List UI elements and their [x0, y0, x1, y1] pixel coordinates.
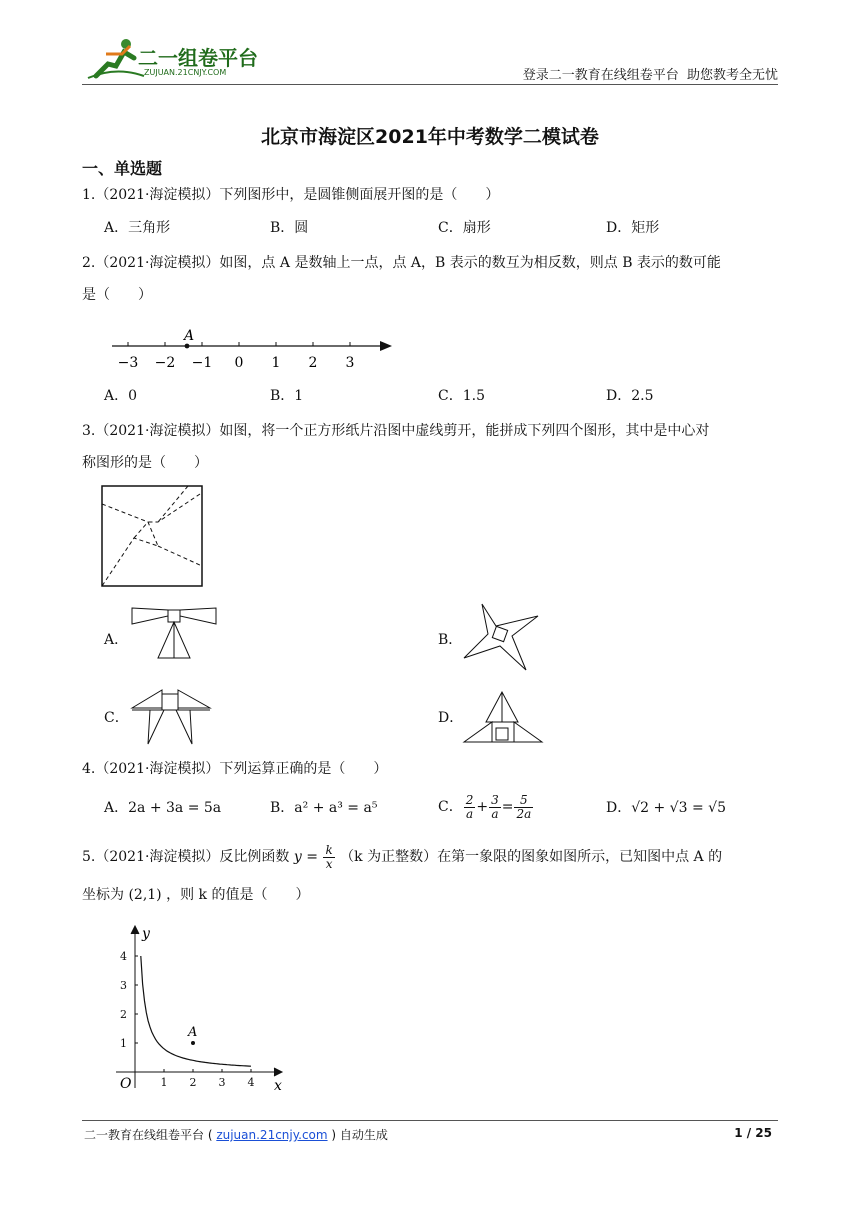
- q1-option-d[interactable]: D．矩形: [606, 220, 660, 236]
- q2-option-a[interactable]: A．0: [104, 388, 138, 404]
- question-1: 1.（2021·海淀模拟）下列图形中，是圆锥侧面展开图的是（ ）: [82, 187, 500, 203]
- q3-option-b[interactable]: B．: [438, 632, 463, 648]
- point-a-label: A: [188, 1025, 198, 1040]
- arrow-right-icon: [380, 341, 392, 351]
- question-5-line2: 坐标为 (2,1) ，则 k 的值是（ ）: [82, 887, 310, 903]
- question-2-line1: 2.（2021·海淀模拟）如图，点 A 是数轴上一点，点 A，B 表示的数互为相反数，则点 B 表示的数可能: [82, 255, 721, 271]
- number-line-tick-label: 2: [308, 355, 318, 371]
- square-cut-figure: [100, 484, 206, 588]
- q4-option-c-letter: C．: [438, 799, 463, 815]
- q3-option-a-figure: [128, 604, 220, 664]
- point-a-dot: [191, 1041, 195, 1045]
- x-tick-label: 1: [160, 1076, 168, 1089]
- logo-url: ZUJUAN.21CNJY.COM: [144, 68, 227, 77]
- q3-option-c[interactable]: C．: [104, 710, 129, 726]
- x-axis-label: x: [274, 1078, 282, 1094]
- q4-option-b[interactable]: B．a² + a³ = a⁵: [270, 800, 378, 816]
- q2-option-c[interactable]: C．1.5: [438, 388, 485, 404]
- header-slogan: 登录二一教育在线组卷平台 助您教考全无忧: [522, 68, 778, 83]
- q3-option-a[interactable]: A．: [104, 632, 129, 648]
- y-tick-label: 4: [120, 950, 127, 963]
- q4-option-d[interactable]: D．√2 + √3 = √5: [606, 800, 726, 816]
- q1-option-b[interactable]: B．圆: [270, 220, 309, 236]
- number-line-tick-label: −2: [154, 355, 176, 371]
- number-line-tick-label: −3: [117, 355, 139, 371]
- fraction-1: $\frac{2}{a}$: [465, 792, 474, 821]
- q3-option-c-figure: [128, 686, 214, 746]
- y-axis-label: y: [142, 926, 150, 942]
- hyperbola-curve: [141, 956, 251, 1066]
- footer-link[interactable]: zujuan.21cnjy.com: [216, 1128, 328, 1142]
- number-line-tick-label: 3: [345, 355, 355, 371]
- y-tick-label: 3: [120, 979, 127, 992]
- question-2-line2: 是（ ）: [82, 287, 152, 303]
- number-line-tick-label: 0: [234, 355, 244, 371]
- footer-divider: [82, 1120, 778, 1121]
- x-tick-label: 3: [218, 1076, 226, 1089]
- number-line-tick-label: −1: [191, 355, 213, 371]
- q1-option-a[interactable]: A．三角形: [104, 220, 171, 236]
- header-divider: [82, 84, 778, 85]
- logo-text: 二一组卷平台: [138, 46, 258, 70]
- number-line-tick-label: 1: [271, 355, 281, 371]
- point-a-label: A: [184, 328, 195, 344]
- q3-option-d[interactable]: D．: [438, 710, 464, 726]
- question-3-line2: 称图形的是（ ）: [82, 455, 208, 471]
- footer-source: 二一教育在线组卷平台 ( zujuan.21cnjy.com ) 自动生成: [84, 1128, 388, 1142]
- x-tick-label: 2: [189, 1076, 197, 1089]
- logo: [86, 36, 286, 80]
- inverse-function-graph: [106, 922, 296, 1094]
- y-tick-label: 2: [120, 1008, 127, 1021]
- fraction-2: $\frac{3}{a}$: [491, 792, 499, 821]
- fraction-3: $\frac{5}{2a}$: [516, 792, 532, 821]
- function-fraction: $\frac{k}{x}$: [325, 842, 333, 871]
- q2-option-d[interactable]: D．2.5: [606, 388, 654, 404]
- page-number: 1 / 25: [734, 1126, 772, 1140]
- q4-option-a[interactable]: A．2a + 3a = 5a: [104, 800, 222, 816]
- q2-option-b[interactable]: B．1: [270, 388, 304, 404]
- number-line-figure: [108, 326, 398, 374]
- y-tick-label: 1: [120, 1037, 127, 1050]
- question-3-line1: 3.（2021·海淀模拟）如图，将一个正方形纸片沿图中虚线剪开，能拼成下列四个图形，其中是中心对: [82, 423, 710, 439]
- question-5-line1: 5.（2021·海淀模拟）反比例函数 y = $\frac{k}{x}$ （k 为正整数）在第一象限的图象如图所示，已知图中点 A 的: [82, 842, 723, 871]
- origin-label: O: [120, 1076, 132, 1092]
- q3-option-b-figure: [462, 600, 542, 674]
- question-4: 4.（2021·海淀模拟）下列运算正确的是（ ）: [82, 761, 388, 777]
- page-title: 北京市海淀区2021年中考数学二模试卷: [261, 126, 599, 148]
- runner-logo-icon: [86, 36, 146, 80]
- q3-option-d-figure: [462, 690, 544, 746]
- q4-option-c[interactable]: C． $\frac{2}{a}$ + $\frac{3}{a}$ = $\frac{5}{2a}$: [438, 792, 532, 821]
- x-tick-label: 4: [247, 1076, 255, 1089]
- point-a-dot: [185, 344, 190, 349]
- q1-option-c[interactable]: C．扇形: [438, 220, 491, 236]
- section-heading: 一、单选题: [82, 159, 163, 178]
